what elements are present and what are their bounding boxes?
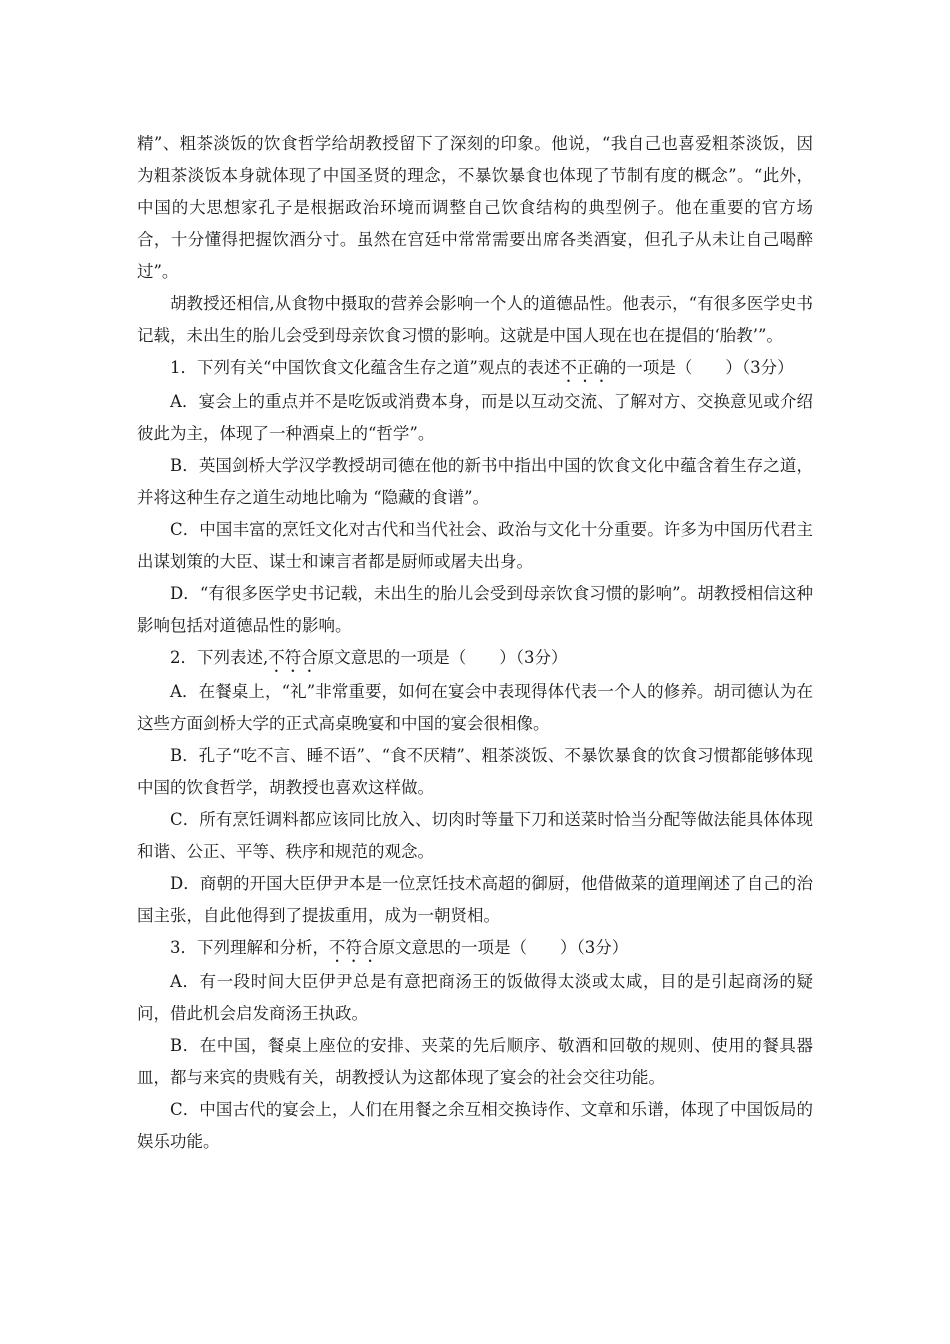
question-1-option-b: B．英国剑桥大学汉学教授胡司德在他的新书中指出中国的饮食文化中蕴含着生存之道，并将这种生存之道生动地比喻为 “隐藏的食谱”。 (137, 456, 813, 507)
exam-text (137, 128, 813, 1158)
question-2-emphasis: 不符合 (268, 648, 318, 667)
question-1-stem (137, 352, 813, 386)
question-1-stem-tail: 的一项是（ ）（3分） (609, 358, 794, 377)
question-3-emphasis: 不符合 (329, 938, 379, 957)
question-2-option-d: D．商朝的开国大臣伊尹本是一位烹饪技术高超的御厨，他借做菜的道理阐述了自己的治国主张，自此他得到了提拔重用，成为一朝贤相。 (137, 874, 813, 925)
question-2-stem-tail: 原文意思的一项是（ ）（3分） (317, 648, 568, 667)
question-2-option-b: B．孔子“吃不言、睡不语”、“食不厌精”、粗茶淡饭、不暴饮暴食的饮食习惯都能够体现中国的饮食哲学，胡教授也喜欢这样做。 (137, 746, 813, 797)
question-1-option-d: D．“有很多医学史书记载，未出生的胎儿会受到母亲饮食习惯的影响”。胡教授相信这种影响包括对道德品性的影响。 (137, 584, 813, 635)
passage-paragraph-2: 胡教授还相信,从食物中摄取的营养会影响一个人的道德品性。他表示，“有很多医学史书记载，未出生的胎儿会受到母亲饮食习惯的影响。这就是中国人现在也在提倡的‘胎教’”。 (137, 294, 813, 345)
question-3-stem-text: 3．下列理解和分析， (170, 938, 329, 957)
question-3-option-b: B．在中国，餐桌上座位的安排、夹菜的先后顺序、敬酒和回敬的规则、使用的餐具器皿，都与来宾的贵贱有关，胡教授认为这都体现了宴会的社会交往功能。 (137, 1036, 813, 1087)
question-2-stem (137, 642, 813, 676)
question-2-option-c: C．所有烹饪调料都应该同比放入、切肉时等量下刀和送菜时恰当分配等做法能具体体现和谐、公正、平等、秩序和规范的观念。 (137, 810, 813, 861)
question-1-option-a: A．宴会上的重点并不是吃饭或消费本身，而是以互动交流、了解对方、交换意见或介绍彼此为主，体现了一种酒桌上的“哲学”。 (137, 392, 813, 443)
question-1-stem-text: 1．下列有关“中国饮食文化蕴含生存之道”观点的表述 (170, 358, 561, 377)
question-2-stem-text: 2．下列表述, (170, 648, 269, 667)
question-3-stem (137, 932, 813, 966)
question-3-option-a: A．有一段时间大臣伊尹总是有意把商汤王的饭做得太淡或太咸，目的是引起商汤的疑问，借此机会启发商汤王执政。 (137, 972, 813, 1023)
question-3-stem-tail: 原文意思的一项是（ ）（3分） (378, 938, 629, 957)
passage-paragraph-1: 精”、粗茶淡饭的饮食哲学给胡教授留下了深刻的印象。他说，“我自己也喜爱粗茶淡饭，因为粗茶淡饭本身就体现了中国圣贤的理念，不暴饮暴食也体现了节制有度的概念”。“此外，中国的大思想家孔子是根据政治环境而调整自己饮食结构的典型例子。他在重要的官方场合，十分懂得把握饮酒分寸。虽然在宫廷中常常需要出席各类酒宴，但孔子从未让自己喝醉过”。 (137, 134, 813, 281)
question-1-option-c: C．中国丰富的烹饪文化对古代和当代社会、政治与文化十分重要。许多为中国历代君主出谋划策的大臣、谋士和谏言者都是厨师或屠夫出身。 (137, 520, 813, 571)
question-1-emphasis: 不正确 (560, 358, 610, 377)
question-2-option-a: A．在餐桌上，“礼”非常重要，如何在宴会中表现得体代表一个人的修养。胡司德认为在这些方面剑桥大学的正式高桌晚宴和中国的宴会很相像。 (137, 682, 813, 733)
question-3-option-c: C．中国古代的宴会上，人们在用餐之余互相交换诗作、文章和乐谱，体现了中国饭局的娱乐功能。 (137, 1100, 813, 1151)
